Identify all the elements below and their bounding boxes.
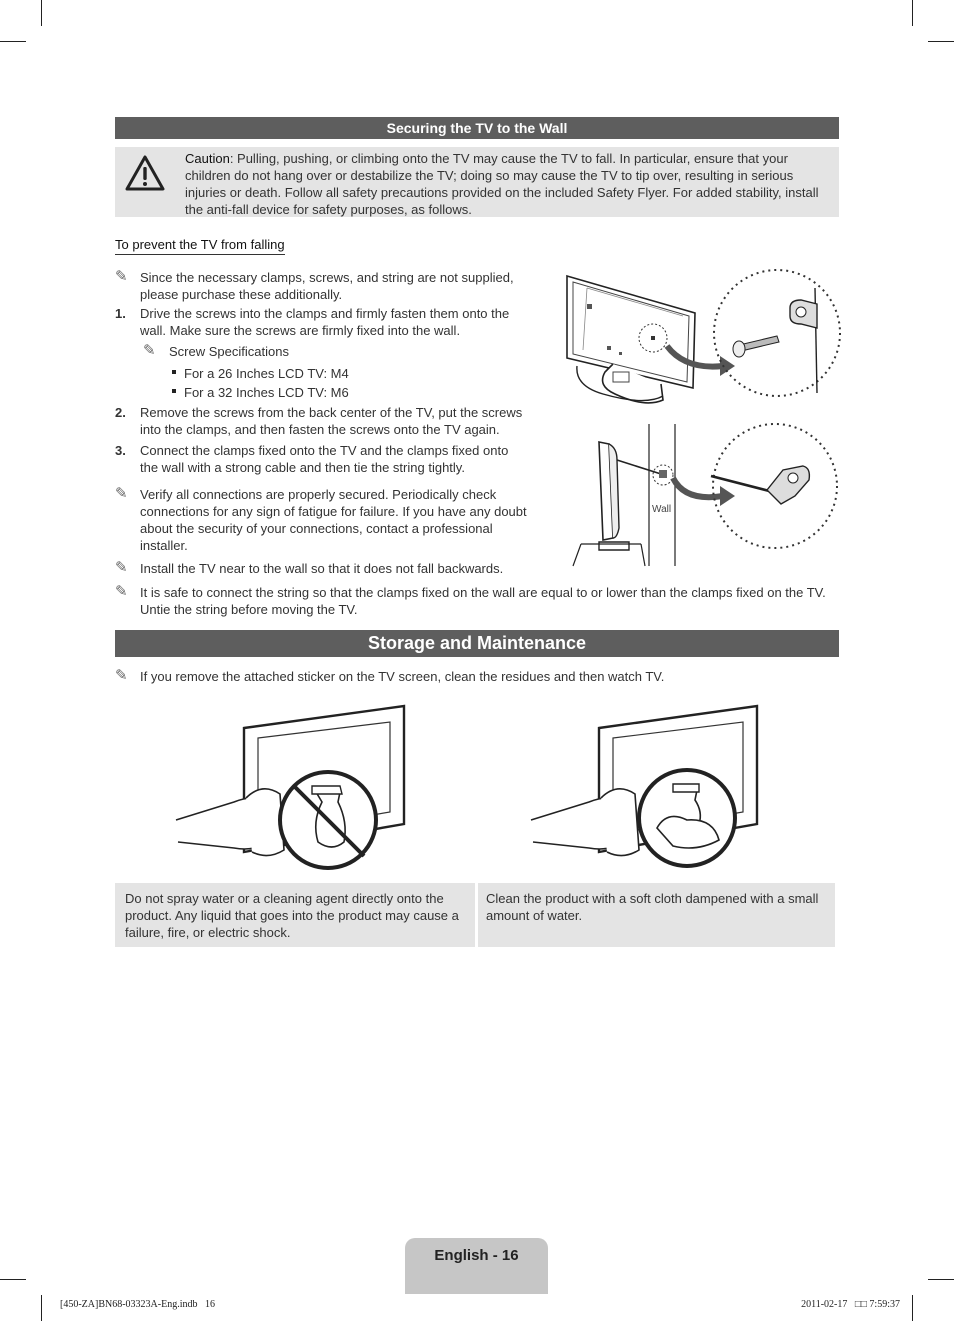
step-1-number: 1.	[115, 306, 126, 321]
note-not-supplied: Since the necessary clamps, screws, and string are not supplied, please purchase these additionally.	[140, 270, 514, 302]
crop-mark-tr-v	[912, 0, 913, 26]
file-info: [450-ZA]BN68-03323A-Eng.indb 16	[60, 1299, 215, 1310]
tv-back-clamp-illustration	[555, 268, 845, 423]
pencil-note-icon: ✎	[115, 559, 128, 576]
caution-text-block	[185, 150, 837, 218]
caption-no-spray: Do not spray water or a cleaning agent directly onto the product. Any liquid that goes into the product may cause a failure, fire, or electric shock.	[115, 883, 475, 947]
crop-mark-bl-h	[0, 1279, 26, 1280]
crop-mark-tl-v	[41, 0, 42, 26]
wall-label: Wall	[652, 504, 672, 515]
step-3-text: Connect the clamps fixed onto the TV and the clamps fixed onto the wall with a strong cable and then tie the string tightly.	[140, 443, 509, 475]
no-spray-illustration	[172, 702, 412, 872]
crop-mark-bl-v	[41, 1295, 42, 1321]
crop-mark-tl-h	[0, 41, 26, 42]
pencil-note-icon: ✎	[143, 342, 156, 359]
screw-spec-26: For a 26 Inches LCD TV: M4	[184, 366, 349, 381]
print-timestamp: 2011-02-17 □□ 7:59:37	[801, 1299, 900, 1310]
step-2-number: 2.	[115, 405, 126, 420]
bullet-icon	[172, 389, 176, 393]
page-number-tab	[405, 1238, 548, 1294]
note-verify-connections: Verify all connections are properly secured. Periodically check connections for any sign of fatigue for failure. If you have any doubt about the security of your connections, contact a professional installer.	[140, 487, 527, 553]
caution-text: : Pulling, pushing, or climbing onto the TV may cause the TV to fall. In particular, ensure that your children do not hang over or destabilize the TV; doing so may cause the TV to tip over, resulting in serious injuries or death. Follow all safety precautions provided on the included Safety Flyer. For added stability, install the anti-fall device for safety purposes, as follows.	[185, 151, 819, 217]
note-sticker: If you remove the attached sticker on the TV screen, clean the residues and then watch TV.	[140, 669, 665, 684]
pencil-note-icon: ✎	[115, 268, 128, 285]
pencil-note-icon: ✎	[115, 485, 128, 502]
section-title-storage: Storage and Maintenance	[115, 630, 839, 657]
note-safe-string: It is safe to connect the string so that the clamps fixed on the wall are equal to or lower than the clamps fixed on the TV. Untie the string before moving the TV.	[140, 585, 826, 617]
screw-spec-32: For a 32 Inches LCD TV: M6	[184, 385, 349, 400]
warning-triangle-icon	[124, 154, 166, 192]
crop-mark-tr-h	[928, 41, 954, 42]
note-near-wall: Install the TV near to the wall so that it does not fall backwards.	[140, 561, 504, 576]
caution-box	[115, 147, 839, 217]
caption-soft-cloth: Clean the product with a soft cloth dampened with a small amount of water.	[478, 883, 835, 947]
crop-mark-br-v	[912, 1295, 913, 1321]
bullet-icon	[172, 370, 176, 374]
section-title-securing: Securing the TV to the Wall	[115, 117, 839, 139]
subheading-prevent-falling: To prevent the TV from falling	[115, 237, 285, 255]
step-2-text: Remove the screws from the back center of the TV, put the screws into the clamps, and then fasten the screws onto the TV again.	[140, 405, 523, 437]
caution-label: Caution	[185, 151, 230, 166]
step-3-number: 3.	[115, 443, 126, 458]
crop-mark-br-h	[928, 1279, 954, 1280]
tv-side-wall-illustration	[555, 420, 845, 568]
pencil-note-icon: ✎	[115, 667, 128, 684]
soft-cloth-illustration	[527, 702, 767, 872]
step-1-text: Drive the screws into the clamps and firmly fasten them onto the wall. Make sure the screws are firmly fixed into the wall.	[140, 306, 510, 338]
screw-spec-title: Screw Specifications	[169, 344, 289, 359]
pencil-note-icon: ✎	[115, 583, 128, 600]
page-label: English - 16	[434, 1247, 519, 1264]
